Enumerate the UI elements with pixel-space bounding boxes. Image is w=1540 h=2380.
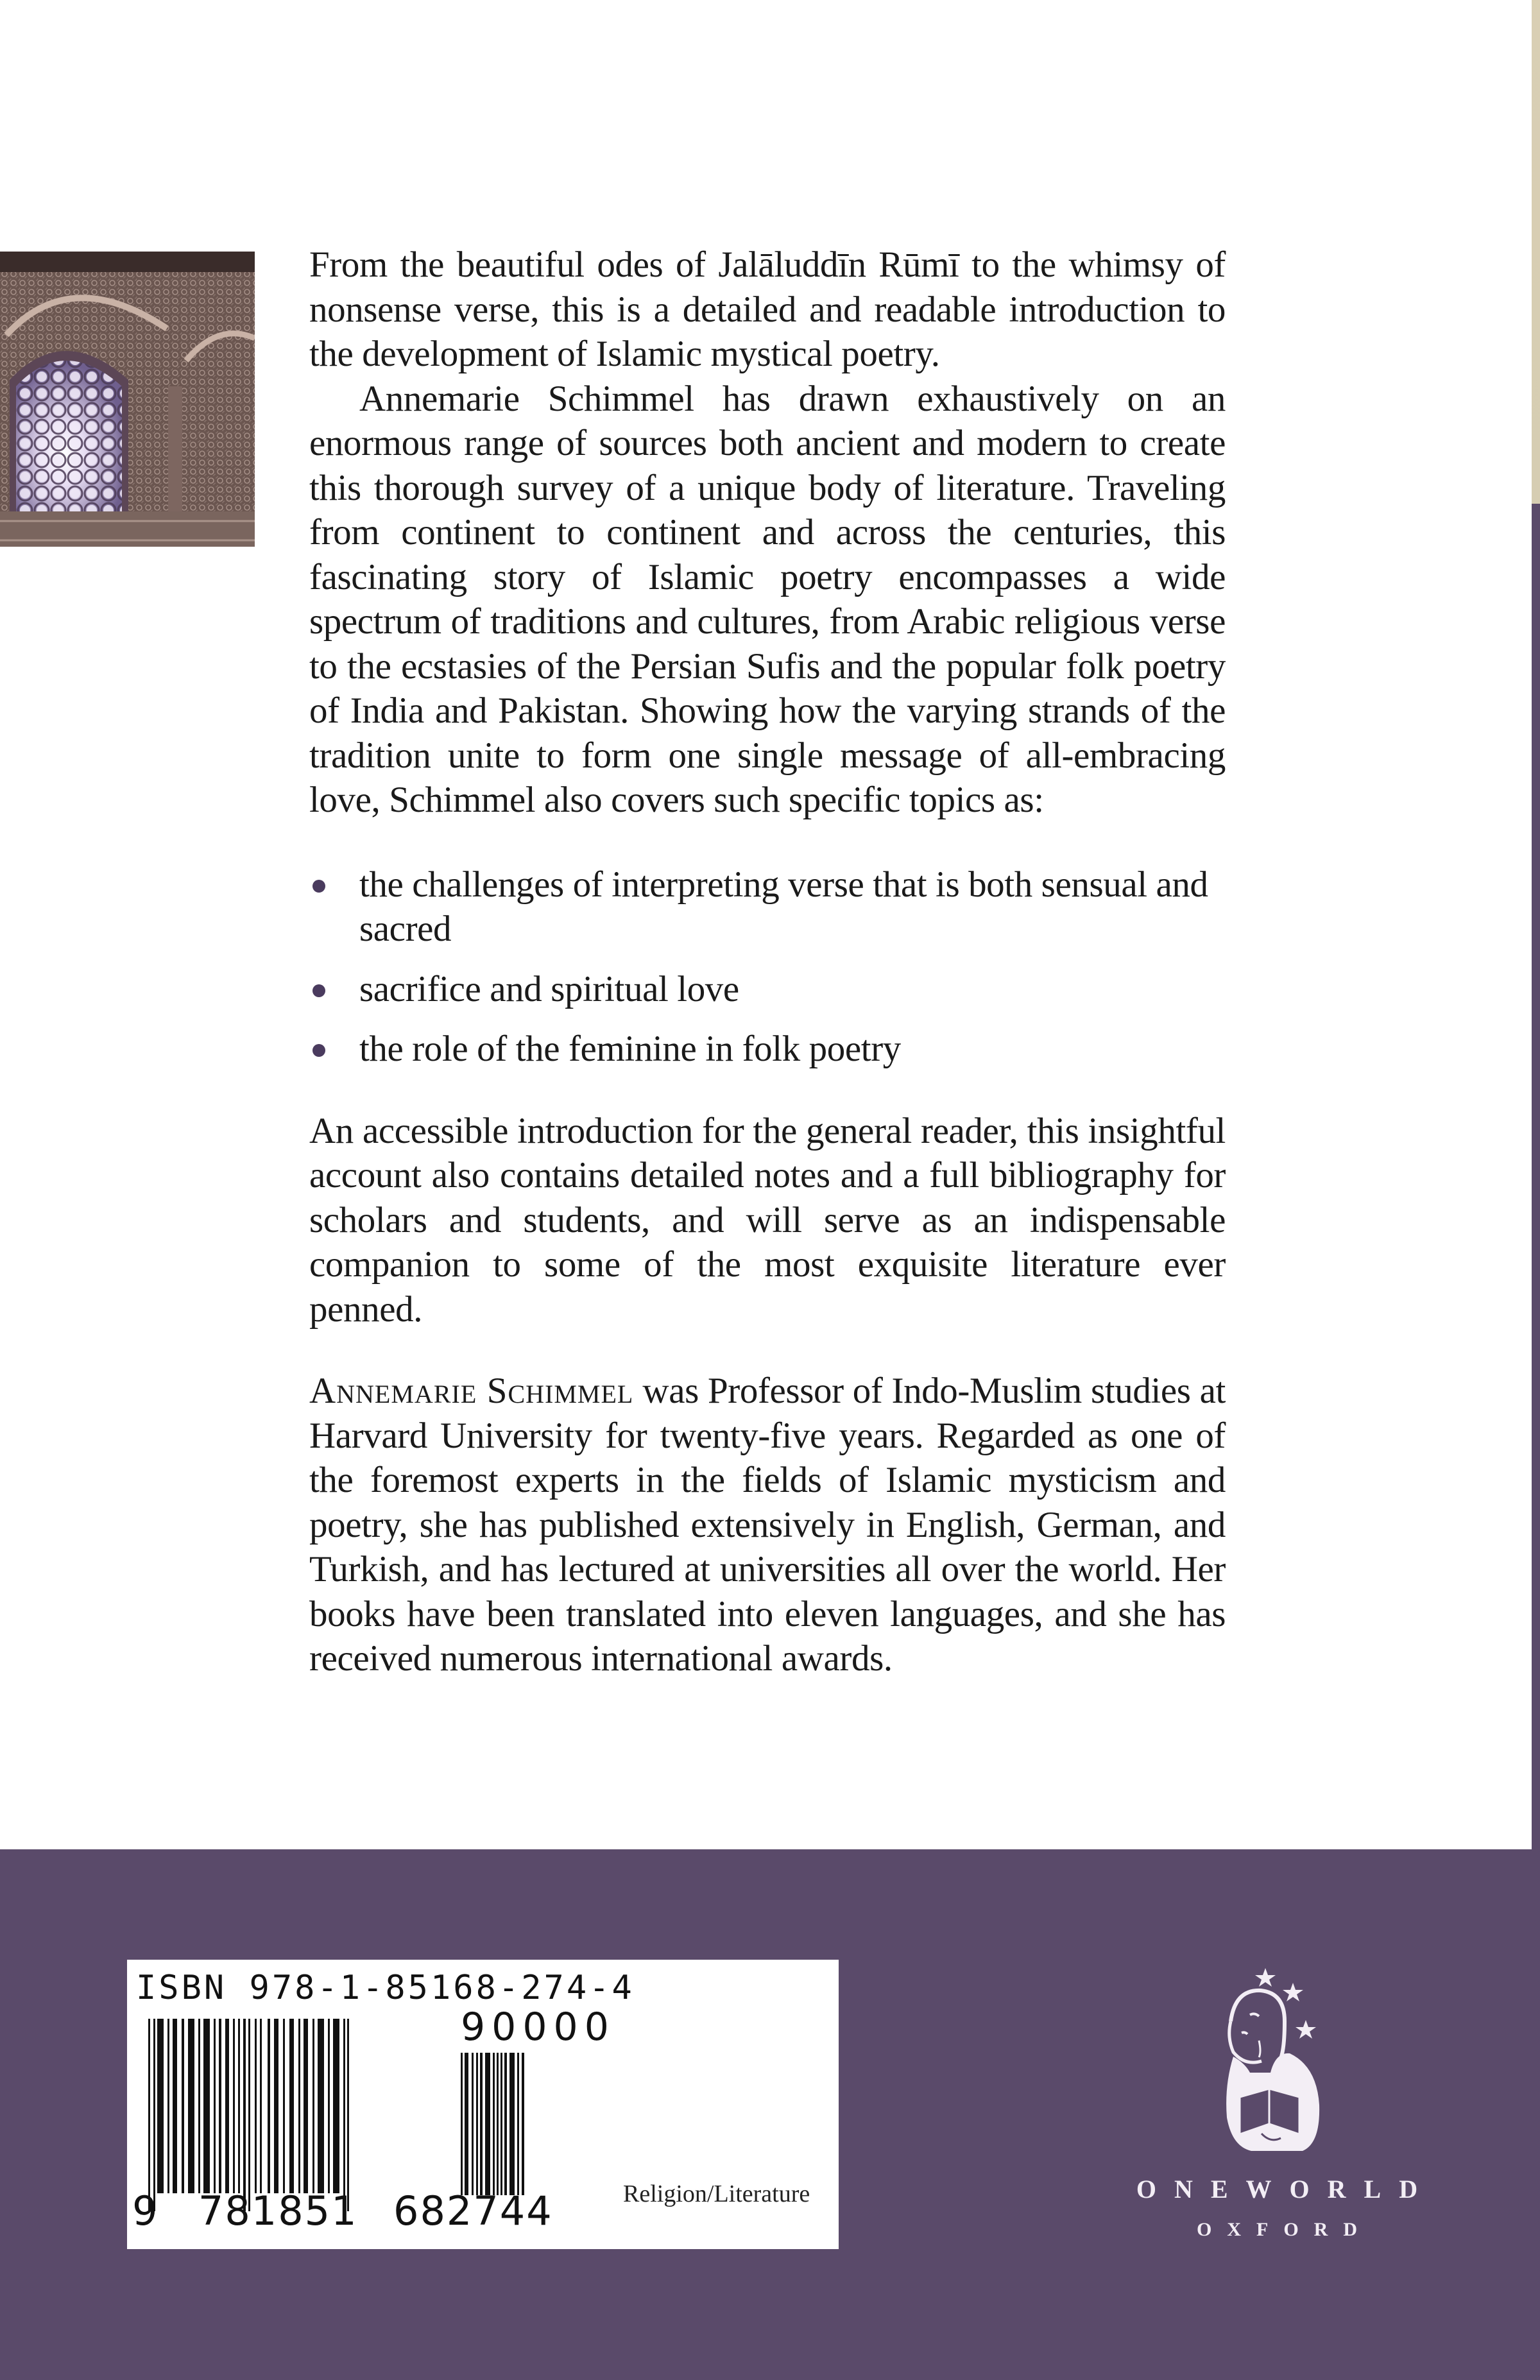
blurb-intro: From the beautiful odes of Jalāluddīn Rūmī to the whimsy of nonsense verse, this is a detailed and readable introduction to the development of Islamic mystical poetry. [309, 244, 1226, 374]
publisher-city: OXFORD [1197, 2219, 1373, 2240]
spacer [309, 1331, 1226, 1369]
publisher-name: ONEWORLD [1136, 2175, 1436, 2204]
topic-text: sacrifice and spiritual love [359, 968, 739, 1009]
bullet-dot-icon [312, 880, 325, 893]
author-bio-text: was Professor of Indo-Muslim studies at Harvard University for twenty-five years. Regarded as one of the foremost experts in the fields of Islamic mysticism and poetry, she has published extensively in English, German, and Turkish, and has lectured at universities all over the world. Her books have been translated into eleven languages, and she has received numerous international awards. [309, 1371, 1226, 1679]
publisher-logo [1116, 1951, 1437, 2259]
isbn-label: ISBN 978-1-85168-274-4 [136, 1969, 635, 2007]
topic-item [309, 967, 1226, 1012]
topic-item [309, 862, 1226, 952]
ean13-barcode-icon [148, 2019, 450, 2211]
blurb-closing: An accessible introduction for the general reader, this insightful account also contains detailed notes and a full bibliography for scholars and students, and will serve as an indispensable companion to some of the most exquisite literature ever penned. [309, 1110, 1226, 1330]
topics-list [309, 862, 1226, 1072]
bullet-dot-icon [312, 1044, 325, 1057]
book-category: Religion/Literature [623, 2180, 810, 2207]
book-spine-edge [1532, 0, 1540, 1849]
barcode-right-digits: 682744 [393, 2187, 553, 2234]
barcode-digits [132, 2187, 553, 2234]
blurb-text-column [309, 243, 1226, 1681]
price-code: 90000 [461, 2005, 615, 2050]
topic-text: the role of the feminine in folk poetry [359, 1029, 901, 1069]
barcode-left-digits: 781851 [198, 2187, 358, 2234]
price-addon-barcode-icon [461, 2053, 525, 2195]
bullet-dot-icon [312, 984, 325, 997]
topic-text: the challenges of interpreting verse that is both sensual and sacred [359, 864, 1208, 949]
author-bio [309, 1369, 1226, 1681]
author-name: Annemarie Schimmel [309, 1371, 634, 1411]
barcode-first-digit: 9 [132, 2187, 159, 2234]
isbn-barcode-box [127, 1960, 839, 2249]
reading-figure-with-stars-icon [1116, 1951, 1437, 2162]
cover-photograph [0, 252, 255, 547]
blurb-body: Annemarie Schimmel has drawn exhaustively on an enormous range of sources both ancient and modern to create this thorough survey of a unique body of literature. Traveling from continent to continent and across the centuries, this fascinating story of Islamic poetry encompasses a wide spectrum of traditions and cultures, from Arabic religious verse to the ecstasies of the Persian Sufis and the popular folk poetry of India and Pakistan. Showing how the varying strands of the tradition unite to form one single message of all-embracing love, Schimmel also covers such specific topics as: [309, 378, 1226, 820]
topic-item [309, 1027, 1226, 1072]
islamic-arch-window-image [0, 252, 255, 547]
